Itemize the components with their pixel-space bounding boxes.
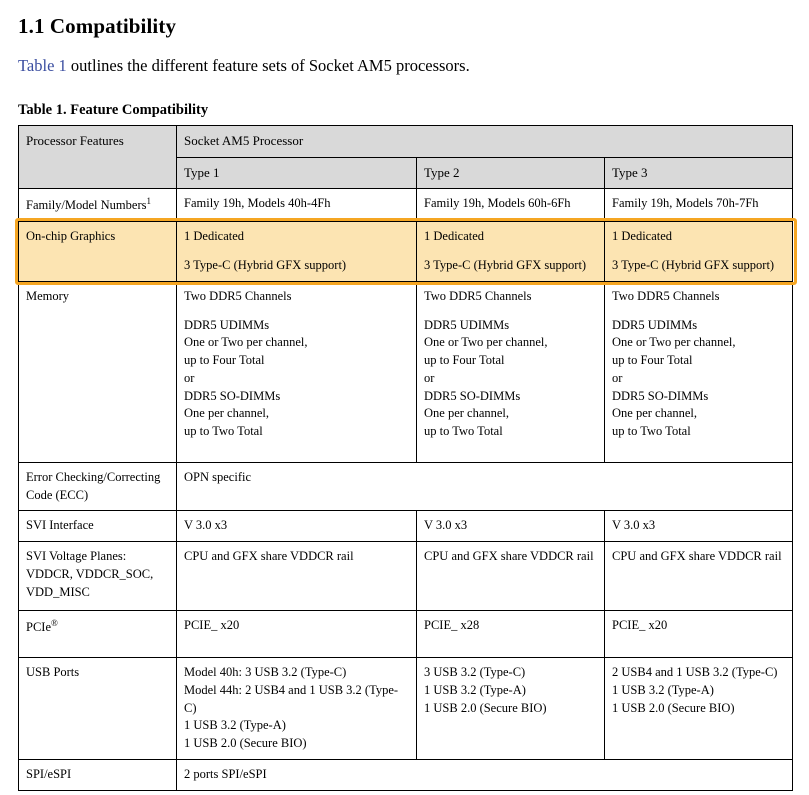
row-cell-span-all: 2 ports SPI/eSPI [177,759,793,790]
footnote-marker: 1 [146,196,151,207]
row-feature-label: SPI/eSPI [19,759,177,790]
row-feature-label: Memory [19,281,177,462]
row-cell-type1: PCIE_ x20 [177,611,417,658]
row-cell-type1: V 3.0 x3 [177,511,417,542]
row-cell-type3: CPU and GFX share VDDCR rail [605,542,793,611]
header-type-1: Type 1 [177,157,417,188]
page-title: 1.1 Compatibility [18,14,177,38]
intro-text: outlines the different feature sets of Socket AM5 processors. [66,56,470,75]
row-cell-type3: Two DDR5 Channels DDR5 UDIMMs One or Two per channel, up to Four Total or DDR5 SO-DIMMs One per channel, up to Two Total [605,281,793,462]
feature-compatibility-table [18,125,793,790]
row-feature-label: On-chip Graphics [19,222,177,282]
cell-spacer [424,306,597,317]
table-cross-reference-link[interactable]: Table 1 [18,56,67,75]
header-socket-group: Socket AM5 Processor [177,126,793,157]
document-page [0,14,809,795]
row-cell-type1: 1 Dedicated 3 Type-C (Hybrid GFX support) [177,222,417,282]
row-cell-type3: PCIE_ x20 [605,611,793,658]
row-cell-type1: Family 19h, Models 40h-4Fh [177,189,417,222]
table-row-highlighted [19,222,793,282]
table-caption: Table 1. Feature Compatibility [18,102,209,119]
header-processor-features: Processor Features [19,126,177,189]
row-feature-label: SVI Voltage Planes: VDDCR, VDDCR_SOC, VDD_MISC [19,542,177,611]
row-feature-label: PCIe® [19,611,177,658]
cell-spacer [184,246,409,257]
cell-spacer [184,306,409,317]
row-cell-type2: Two DDR5 Channels DDR5 UDIMMs One or Two per channel, up to Four Total or DDR5 SO-DIMMs One per channel, up to Two Total [417,281,605,462]
cell-spacer [424,246,597,257]
row-feature-label: Family/Model Numbers$^1$ [19,189,177,222]
intro-paragraph [18,55,809,76]
cell-spacer [612,306,785,317]
row-feature-label: SVI Interface [19,511,177,542]
row-cell-type2: PCIE_ x28 [417,611,605,658]
row-cell-type1: Model 40h: 3 USB 3.2 (Type-C) Model 44h: 2 USB4 and 1 USB 3.2 (Type-C) 1 USB 3.2 (Type-A) 1 USB 2.0 (Secure BIO) [177,658,417,760]
table-row [19,462,793,511]
row-cell-span-all: OPN specific [177,462,793,511]
table-row [19,511,793,542]
row-cell-type3: Family 19h, Models 70h-7Fh [605,189,793,222]
table-row [19,611,793,658]
header-type-2: Type 2 [417,157,605,188]
table-row [19,281,793,462]
row-feature-label: Error Checking/Correcting Code (ECC) [19,462,177,511]
table-header-row-1 [19,126,793,157]
table-row [19,189,793,222]
row-feature-label: USB Ports [19,658,177,760]
table-row [19,759,793,790]
table-row [19,542,793,611]
header-type-3: Type 3 [605,157,793,188]
row-cell-type1: CPU and GFX share VDDCR rail [177,542,417,611]
row-cell-type2: V 3.0 x3 [417,511,605,542]
row-cell-type2: 3 USB 3.2 (Type-C) 1 USB 3.2 (Type-A) 1 USB 2.0 (Secure BIO) [417,658,605,760]
row-cell-type1: Two DDR5 Channels DDR5 UDIMMs One or Two per channel, up to Four Total or DDR5 SO-DIMMs One per channel, up to Two Total [177,281,417,462]
registered-mark: ® [51,618,58,628]
row-cell-type3: 2 USB4 and 1 USB 3.2 (Type-C) 1 USB 3.2 (Type-A) 1 USB 2.0 (Secure BIO) [605,658,793,760]
row-cell-type3: 1 Dedicated 3 Type-C (Hybrid GFX support) [605,222,793,282]
row-cell-type3: V 3.0 x3 [605,511,793,542]
row-cell-type2: Family 19h, Models 60h-6Fh [417,189,605,222]
row-cell-type2: 1 Dedicated 3 Type-C (Hybrid GFX support) [417,222,605,282]
cell-spacer [612,246,785,257]
table-row [19,658,793,760]
row-cell-type2: CPU and GFX share VDDCR rail [417,542,605,611]
